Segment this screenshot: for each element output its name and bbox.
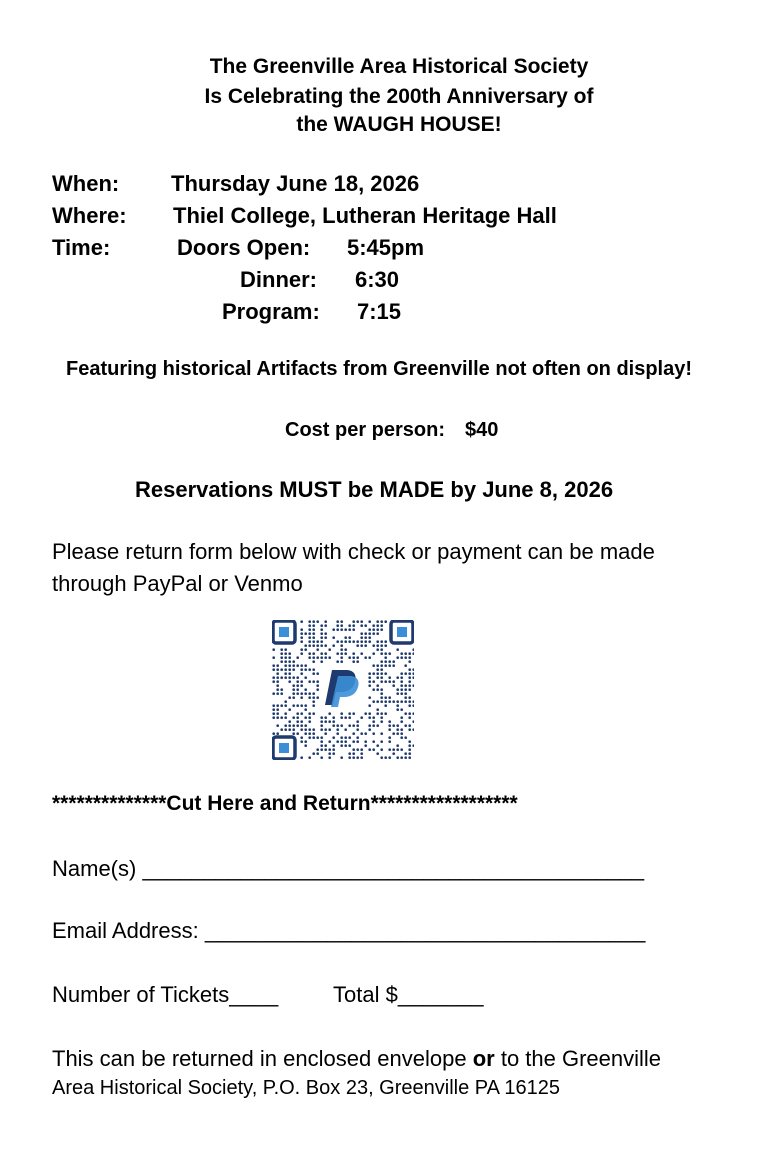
doors-open-label: Doors Open: [177,235,311,260]
footer-line-2: Area Historical Society, P.O. Box 23, Greenville PA 16125 [52,1077,561,1099]
name-field[interactable] [52,856,644,882]
where-label: Where: [52,203,127,228]
footer-line-1b: or [472,1046,495,1071]
payment-line-2: through PayPal or Venmo [52,571,303,596]
paypal-logo-icon [322,664,364,708]
featuring-text: Featuring historical Artifacts from Greenville not often on display! [66,358,693,380]
qr-finder-top-left [273,621,295,643]
qr-finder-top-right [391,621,413,643]
cost-value: $40 [465,419,499,441]
header-line-3: the WAUGH HOUSE! [296,113,502,136]
payment-line-1: Please return form below with check or payment can be made [52,539,655,564]
when-value: Thursday June 18, 2026 [171,171,420,196]
footer-line-1c: to the Greenville [494,1046,662,1071]
header-line-1: The Greenville Area Historical Society [209,55,589,78]
tickets-field[interactable] [52,982,278,1008]
tickets-blank[interactable]: ____ [229,982,279,1007]
total-blank[interactable]: _______ [397,982,484,1007]
name-blank[interactable]: _________________________________________ [142,856,645,881]
total-label: Total $ [333,982,398,1007]
program-value: 7:15 [357,299,402,324]
dinner-value: 6:30 [355,267,400,292]
email-blank[interactable]: ____________________________________ [204,918,646,943]
footer-line-1a: This can be returned in enclosed envelope [52,1046,473,1071]
program-label: Program: [222,299,320,324]
reservations-deadline: Reservations MUST be MADE by June 8, 2026 [135,477,614,502]
qr-finder-bottom-left [273,737,295,759]
dinner-label: Dinner: [240,267,317,292]
cost-label: Cost per person: [285,419,446,441]
email-field[interactable] [52,918,645,944]
where-value: Thiel College, Lutheran Heritage Hall [173,203,557,228]
tickets-label: Number of Tickets [52,982,230,1007]
when-label: When: [52,171,120,196]
total-field[interactable] [333,982,483,1008]
footer-line-1 [52,1046,661,1072]
header-line-2: Is Celebrating the 200th Anniversary of [204,85,594,108]
email-label: Email Address: [52,918,199,943]
paypal-qr-icon[interactable] [272,620,414,760]
name-label: Name(s) [52,856,137,881]
cut-here-line: **************Cut Here and Return****************** [52,792,518,815]
doors-open-value: 5:45pm [347,235,425,260]
time-label: Time: [52,235,111,260]
